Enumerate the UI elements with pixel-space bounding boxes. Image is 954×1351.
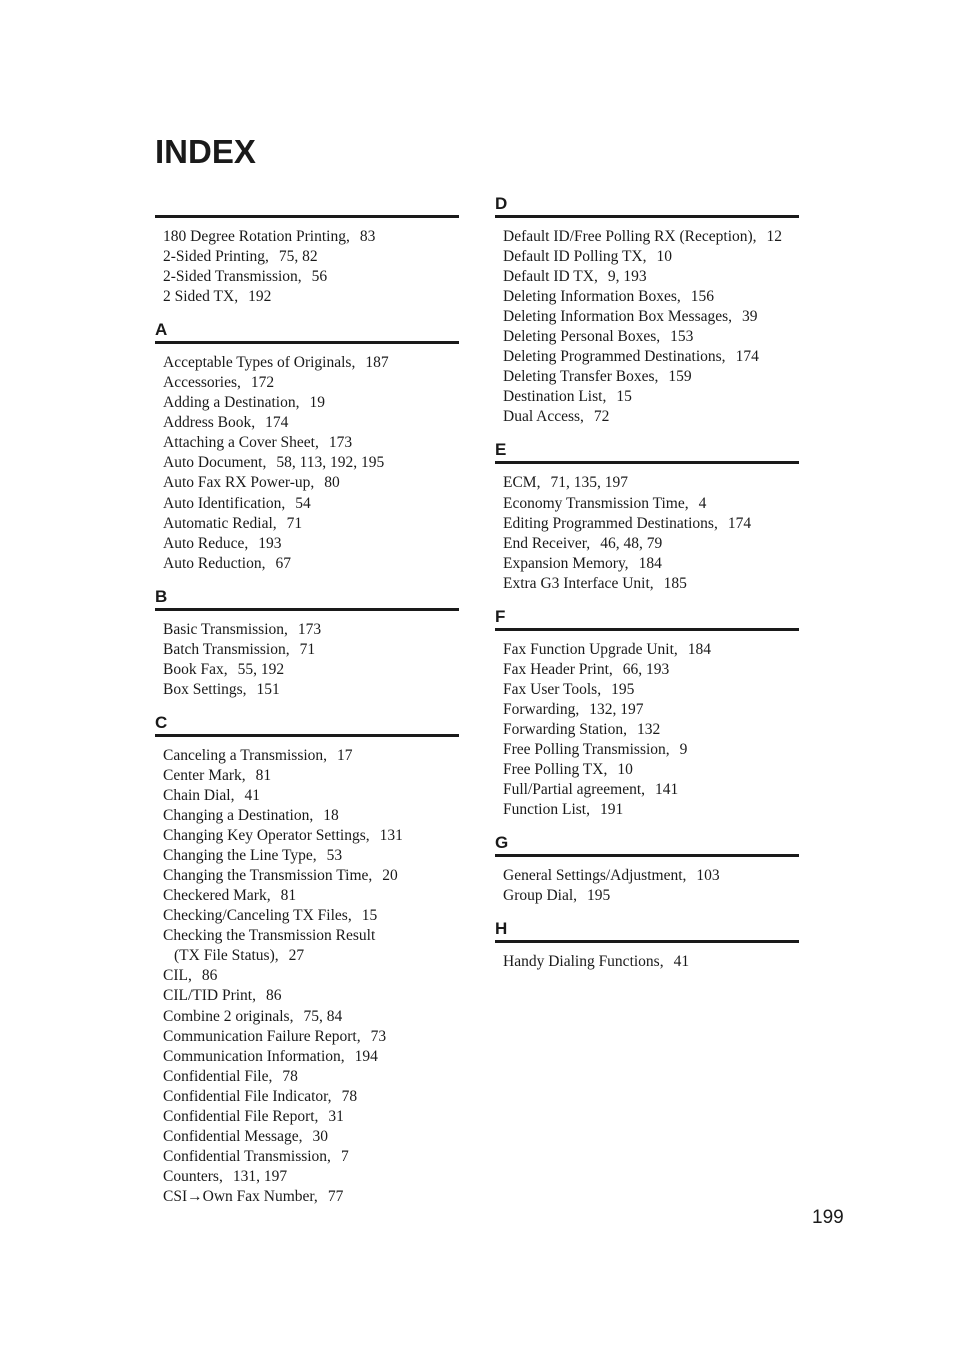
entry-term: Free Polling Transmission, [503, 740, 670, 758]
index-section [495, 195, 799, 427]
index-entry [503, 800, 799, 820]
entry-term: Automatic Redial, [163, 514, 277, 532]
index-entry [163, 926, 459, 946]
entry-term: Editing Programmed Destinations, [503, 514, 718, 532]
index-entry [503, 700, 799, 720]
entry-pages: 54 [295, 494, 311, 512]
entry-pages: 67 [275, 554, 291, 572]
index-entry [163, 514, 459, 534]
entry-list [495, 943, 799, 972]
entry-pages: 66, 193 [622, 660, 670, 678]
entry-pages: 153 [670, 328, 694, 346]
entry-term: 2-Sided Transmission, [163, 268, 302, 286]
entry-list [495, 857, 799, 906]
section-letter: C [155, 712, 168, 732]
index-entry [503, 494, 799, 514]
index-entry [503, 660, 799, 680]
entry-term: Confidential File Indicator, [163, 1087, 332, 1105]
index-section [155, 195, 459, 307]
entry-term: Forwarding Station, [503, 720, 627, 738]
index-entry [503, 307, 799, 327]
section-letter [155, 195, 459, 213]
entry-term: 180 Degree Rotation Printing, [163, 228, 350, 245]
entry-pages: 4 [698, 494, 707, 512]
entry-term: CSI→Own Fax Number, [163, 1187, 318, 1205]
entry-pages: 81 [280, 887, 297, 905]
entry-pages: 191 [599, 801, 624, 819]
index-entry [503, 760, 799, 780]
index-entry [503, 780, 799, 800]
entry-term: 2 Sided TX, [163, 288, 239, 306]
entry-term: Default ID Polling TX, [503, 248, 647, 266]
index-entry [503, 367, 799, 387]
entry-pages: 174 [265, 414, 289, 432]
index-entry [163, 494, 459, 514]
entry-term: Changing the Transmission Time, [163, 867, 373, 885]
entry-pages: 9 [679, 740, 688, 758]
entry-pages: 172 [250, 374, 275, 392]
index-entry [503, 866, 799, 886]
section-letter: G [495, 833, 509, 853]
index-entry [163, 846, 459, 866]
index-entry [503, 534, 799, 554]
entry-pages: 83 [359, 228, 376, 245]
index-section [495, 834, 799, 906]
index-entry [163, 986, 459, 1006]
section-letter: D [495, 194, 508, 213]
entry-pages: 56 [311, 268, 328, 286]
entry-term: Communication Information, [163, 1047, 345, 1065]
entry-term: Deleting Personal Boxes, [503, 328, 661, 346]
entry-list [155, 737, 459, 1207]
index-entry [163, 1147, 459, 1167]
section-letter: F [495, 606, 506, 626]
entry-term: Accessories, [163, 374, 241, 392]
entry-term: Confidential Transmission, [163, 1147, 331, 1165]
entry-pages: 15 [361, 907, 378, 925]
index-section [495, 920, 799, 972]
index-entry [163, 534, 459, 554]
entry-pages: 73 [370, 1027, 387, 1045]
entry-term: Checking/Canceling TX Files, [163, 907, 352, 925]
page-number: 199 [812, 1207, 844, 1228]
entry-pages: 159 [668, 368, 692, 386]
entry-term: Default ID/Free Polling RX (Reception), [503, 228, 757, 245]
index-entry [503, 247, 799, 267]
index-entry [163, 1107, 459, 1127]
index-entry [163, 906, 459, 926]
index-entry [163, 946, 459, 966]
index-entry [503, 574, 799, 594]
entry-pages: 184 [638, 554, 662, 572]
entry-pages: 173 [297, 620, 322, 638]
section-gap [155, 574, 459, 588]
index-entry [163, 393, 459, 413]
entry-term: Deleting Transfer Boxes, [503, 368, 659, 386]
entry-pages: 195 [611, 680, 635, 698]
section-gap [495, 906, 799, 920]
section-letter: A [155, 320, 168, 340]
entry-term: Book Fax, [163, 660, 228, 678]
entry-pages: 185 [663, 574, 687, 592]
entry-term: Auto Identification, [163, 494, 286, 512]
index-entry [163, 413, 459, 433]
entry-pages: 184 [687, 640, 712, 658]
index-entry [163, 966, 459, 986]
entry-pages: 192 [248, 288, 272, 306]
section-letter: E [495, 440, 507, 460]
entry-pages: 41 [673, 953, 690, 971]
entry-pages: 174 [735, 348, 759, 366]
entry-term: Center Mark, [163, 766, 246, 784]
entry-term: Changing Key Operator Settings, [163, 827, 370, 845]
entry-pages: 81 [255, 766, 272, 784]
entry-term: Full/Partial agreement, [503, 781, 646, 799]
index-entry [503, 327, 799, 347]
entry-term: 2-Sided Printing, [163, 248, 269, 266]
entry-list [155, 344, 459, 574]
index-entry [503, 473, 799, 493]
entry-pages: 174 [727, 514, 752, 532]
section-letter: B [155, 586, 168, 606]
index-entry [163, 267, 459, 287]
entry-pages: 10 [656, 248, 673, 266]
index-entry [163, 1047, 459, 1067]
entry-pages: 141 [655, 781, 679, 799]
entry-term: Confidential File Report, [163, 1107, 319, 1125]
entry-term: Basic Transmission, [163, 620, 288, 638]
index-column-right [495, 195, 799, 972]
entry-pages: 27 [288, 947, 305, 965]
entry-pages: 78 [341, 1087, 358, 1105]
entry-term: Box Settings, [163, 680, 247, 698]
index-entry [163, 786, 459, 806]
section-gap [495, 820, 799, 834]
entry-term: Acceptable Types of Originals, [163, 354, 356, 372]
entry-term: Auto Fax RX Power-up, [163, 474, 315, 492]
index-entry [163, 826, 459, 846]
index-entry [163, 353, 459, 373]
entry-term: Communication Failure Report, [163, 1027, 361, 1045]
entry-pages: 17 [337, 746, 353, 764]
entry-term: Function List, [503, 801, 590, 819]
entry-pages: 195 [587, 887, 611, 905]
index-entry [163, 640, 459, 660]
section-gap [155, 700, 459, 714]
entry-pages: 78 [282, 1067, 298, 1085]
index-entry [163, 433, 459, 453]
entry-term: Forwarding, [503, 700, 580, 718]
entry-pages: 187 [365, 354, 389, 372]
index-entry [163, 1067, 459, 1087]
entry-pages: 31 [328, 1107, 344, 1125]
entry-pages: 18 [323, 807, 339, 825]
index-section [495, 608, 799, 820]
entry-term: Extra G3 Interface Unit, [503, 574, 654, 592]
entry-term: Batch Transmission, [163, 640, 290, 658]
index-column-left [155, 195, 459, 1207]
entry-pages: 15 [616, 388, 632, 406]
entry-pages: 173 [328, 434, 353, 452]
entry-term: (TX File Status), [174, 947, 279, 965]
entry-term: Confidential Message, [163, 1127, 303, 1145]
entry-pages: 58, 113, 192, 195 [276, 454, 385, 472]
entry-pages: 86 [201, 967, 218, 985]
entry-list [155, 611, 459, 700]
index-entry [503, 514, 799, 534]
entry-term: Handy Dialing Functions, [503, 953, 664, 971]
index-entry [163, 806, 459, 826]
entry-list [155, 218, 459, 307]
index-entry [163, 373, 459, 393]
entry-term: Combine 2 originals, [163, 1007, 294, 1025]
index-entry [503, 267, 799, 287]
entry-pages: 156 [690, 288, 715, 306]
index-entry [163, 1007, 459, 1027]
index-entry [503, 886, 799, 906]
entry-pages: 12 [766, 228, 783, 245]
entry-term: Deleting Information Boxes, [503, 288, 681, 306]
index-entry [503, 227, 799, 247]
entry-list [495, 464, 799, 593]
page-title: INDEX [155, 133, 256, 170]
entry-term: Changing a Destination, [163, 807, 314, 825]
entry-term: CIL/TID Print, [163, 987, 256, 1005]
entry-pages: 20 [382, 867, 398, 885]
entry-term: Group Dial, [503, 887, 578, 905]
index-entry [163, 746, 459, 766]
entry-list [495, 218, 799, 427]
entry-term: Economy Transmission Time, [503, 494, 689, 512]
entry-pages: 53 [326, 847, 343, 865]
index-entry [163, 620, 459, 640]
index-entry [163, 227, 459, 247]
entry-term: Fax User Tools, [503, 680, 602, 698]
index-entry [503, 640, 799, 660]
index-entry [163, 766, 459, 786]
index-entry [163, 1027, 459, 1047]
index-section [155, 714, 459, 1207]
entry-pages: 30 [312, 1127, 328, 1145]
entry-term: Expansion Memory, [503, 554, 629, 572]
entry-term: Adding a Destination, [163, 394, 300, 412]
index-entry [163, 660, 459, 680]
index-entry [163, 473, 459, 493]
index-entry [163, 680, 459, 700]
entry-pages: 86 [266, 987, 282, 1005]
entry-pages: 77 [327, 1187, 344, 1205]
entry-pages: 151 [256, 680, 280, 698]
section-letter: H [495, 919, 508, 939]
index-entry [503, 347, 799, 367]
entry-term: Fax Function Upgrade Unit, [503, 640, 678, 658]
entry-term: End Receiver, [503, 534, 591, 552]
entry-pages: 7 [340, 1147, 349, 1165]
index-entry [163, 247, 459, 267]
entry-pages: 71 [299, 640, 316, 658]
index-entry [503, 287, 799, 307]
index-entry [163, 287, 459, 307]
index-entry [503, 554, 799, 574]
entry-term: Checkered Mark, [163, 887, 271, 905]
index-entry [163, 866, 459, 886]
entry-term: Canceling a Transmission, [163, 746, 328, 764]
entry-pages: 194 [354, 1047, 378, 1065]
section-gap [495, 594, 799, 608]
index-entry [503, 680, 799, 700]
entry-pages: 46, 48, 79 [600, 534, 663, 552]
entry-term: Changing the Line Type, [163, 847, 317, 865]
entry-pages: 10 [617, 761, 633, 779]
entry-pages: 71 [286, 514, 303, 532]
entry-pages: 75, 82 [278, 248, 318, 266]
entry-term: Default ID TX, [503, 268, 598, 286]
entry-term: Auto Document, [163, 454, 267, 472]
entry-pages: 132, 197 [589, 700, 644, 718]
entry-pages: 39 [742, 308, 758, 326]
entry-term: Chain Dial, [163, 786, 235, 804]
entry-term: ECM, [503, 474, 541, 492]
index-entry [163, 1127, 459, 1147]
index-entry [503, 952, 799, 972]
section-gap [495, 427, 799, 441]
entry-pages: 71, 135, 197 [550, 474, 628, 492]
index-entry [163, 886, 459, 906]
entry-pages: 55, 192 [237, 660, 285, 678]
entry-term: Free Polling TX, [503, 761, 608, 779]
entry-term: Counters, [163, 1167, 223, 1185]
entry-pages: 19 [309, 394, 325, 412]
entry-pages: 132 [637, 720, 661, 738]
entry-term: Deleting Programmed Destinations, [503, 348, 726, 366]
index-entry [503, 387, 799, 407]
entry-term: Destination List, [503, 388, 607, 406]
entry-term: Checking the Transmission Result [163, 927, 376, 945]
index-entry [503, 407, 799, 427]
entry-term: Fax Header Print, [503, 660, 613, 678]
entry-pages: 75, 84 [303, 1007, 343, 1025]
index-section [155, 588, 459, 700]
entry-pages: 131, 197 [232, 1167, 288, 1185]
index-entry [503, 720, 799, 740]
entry-term: Auto Reduction, [163, 554, 266, 572]
entry-pages: 131 [379, 827, 403, 845]
entry-pages: 41 [244, 786, 260, 804]
entry-term: General Settings/Adjustment, [503, 867, 687, 885]
index-entry [163, 453, 459, 473]
entry-pages: 9, 193 [607, 268, 647, 286]
index-entry [163, 1167, 459, 1187]
entry-pages: 103 [696, 867, 720, 885]
entry-pages: 72 [593, 408, 610, 426]
index-section [495, 441, 799, 593]
index-entry [503, 740, 799, 760]
index-entry [163, 554, 459, 574]
index-section [155, 321, 459, 574]
index-entry [163, 1187, 459, 1207]
entry-term: Deleting Information Box Messages, [503, 308, 733, 326]
entry-pages: 193 [258, 534, 282, 552]
index-entry [163, 1087, 459, 1107]
entry-term: Auto Reduce, [163, 534, 249, 552]
entry-term: Confidential File, [163, 1067, 273, 1085]
section-gap [155, 307, 459, 321]
entry-term: CIL, [163, 967, 192, 985]
entry-pages: 80 [324, 474, 340, 492]
entry-term: Dual Access, [503, 408, 584, 426]
entry-list [495, 631, 799, 820]
entry-term: Address Book, [163, 414, 256, 432]
entry-term: Attaching a Cover Sheet, [163, 434, 319, 452]
